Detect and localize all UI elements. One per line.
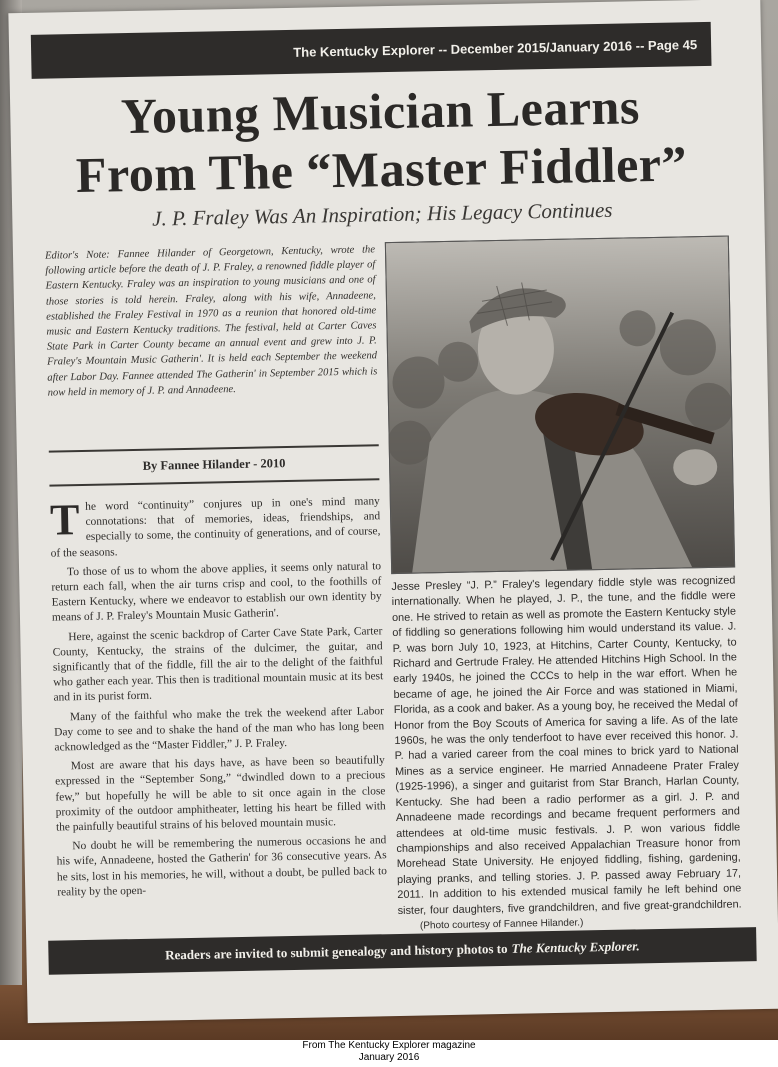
footer-publication: The Kentucky Explorer. — [511, 938, 640, 956]
body-paragraph-2: To those of us to whom the above applies, it seems only natural to return each fall, when the air turns crisp and cool, to the foothills of Eastern Kentucky, where we endeavor to establish our own identity by means of J. P. Fraley's Mountain Music Gatherin'. — [51, 560, 382, 625]
fiddler-photo — [385, 236, 735, 575]
article-body — [50, 494, 388, 904]
footer-bar — [48, 927, 757, 975]
footer-text: Readers are invited to submit genealogy and history photos to — [164, 940, 508, 963]
body-paragraph-1 — [50, 494, 381, 561]
editors-note: Editor's Note: Fannee Hilander of Georgetown, Kentucky, wrote the following article before the death of J. P. Fraley, a renowned fiddle player of Eastern Kentucky. Fraley was an inspiration to young musicians and one of those stories is told herein. Fraley, along with his wife, Annadeene, established the Fraley Festival in 1970 as a reunion that honored old-time music and Eastern Kentucky traditions. The festival, held at Carter Caves State Park in Carter County became an annual event and grew into J. P. Fraley's Mountain Music Gatherin'. It is held each September the weekend after Labor Day. Fannee attended The Gatherin' in September 2015 which is now held in memory of J. P. and Annadeene. — [44, 244, 378, 399]
photo-caption-text: Jesse Presley “J. P.” Fraley's legendary fiddle style was recognized internationally. When he played, J. P., the tune, and the fiddle were one. He strived to retain as well as promote the Eastern Kentucky style of fiddling so generations following him would understand its value. J. P. was born July 10, 1923, at Hitchins, Carter County, Kentucky, to Richard and Gertrude Fraley. He attended Hitchins High School. In the early 1940s, he joined the CCCs to help in the war effort. When he became of age, he joined the Air Force and was stationed in Miami, Florida, as a cook and baker. As a young boy, he received the Medal of Honor from the Boy Scouts of America for saving a life. As of the late 1960s, he was the only tenderfoot to have ever received this honor. J. P. had a varied career from the coal mines to brick yard to National Mines as a service engineer. He married Annadeene Prater Fraley (1925-1996), a singer and guitarist from Star Branch, Harlan County, Kentucky. She had been a radio performer as a girl. J. P. and Annadeene made recordings and became frequent performers and attendees at old-time music festivals. J. P. won various fiddle championships and also received Appalachian Treasure honor from Morehead State University. He enjoyed fiddling, fishing, gardening, playing pranks, and telling stories. J. P. passed away February 17, 2011. In addition to his extended musical family he left behind one sister, four daughters, five grandchildren, and five great-grandchildren. — [391, 574, 742, 917]
source-caption-line-1: From The Kentucky Explorer magazine — [302, 1040, 476, 1051]
body-paragraph-6: No doubt he will be remembering the numerous occasions he and his wife, Annadeene, hosted the Gatherin' for 36 consecutive years. As he sits, lost in his memories, he will, without a doubt, be pulled back to reality by the open- — [56, 834, 388, 899]
drop-cap: T — [49, 495, 80, 545]
headline-line-1: Young Musician Learns — [120, 78, 641, 145]
body-paragraph-4: Many of the faithful who make the trek the weekend after Labor Day come to see and to shake the hand of the man who has long been acknowledged as the “Master Fiddler,” J. P. Fraley. — [54, 704, 385, 754]
body-paragraph-1-text: he word “continuity” conjures up in one's mind many connotations: that of memories, ideas, friendships, and especially to some, the continuity of generations, and of course, of the seasons. — [50, 495, 381, 560]
fiddler-photo-illustration — [386, 237, 734, 574]
article-headline — [30, 75, 732, 204]
source-caption — [0, 1040, 778, 1064]
byline-rule-top — [49, 444, 379, 452]
headline-line-2: From The “Master Fiddler” — [75, 135, 688, 204]
magazine-page — [8, 0, 778, 1023]
running-head-bar — [31, 22, 712, 79]
body-paragraph-3: Here, against the scenic backdrop of Carter Cave State Park, Carter County, Kentucky, the strains of the dulcimer, the guitar, and significantly that of the fiddle, fill the air to the delight of the faithful who gather each year. This then is traditional mountain music at its best and in its purist form. — [52, 624, 384, 705]
article-subtitle: J. P. Fraley Was An Inspiration; His Legacy Continues — [151, 197, 613, 231]
byline-rule-bottom — [49, 478, 379, 486]
photo-credit: (Photo courtesy of Fannee Hilander.) — [419, 917, 584, 932]
running-head-text: The Kentucky Explorer -- December 2015/January 2016 -- Page 45 — [293, 36, 698, 60]
source-caption-line-2: January 2016 — [358, 1052, 420, 1063]
photo-caption — [391, 573, 742, 934]
byline: By Fannee Hilander - 2010 — [142, 456, 286, 473]
body-paragraph-5: Most are aware that his days have, as have been so beautifully expressed in the “September Song,” “dwindled down to a precious few,” but hopefully he will be able to sit once again in the close proximity of the outdoor amphitheater, letting his heart be filled with the painfully beautiful strains of his beloved mountain music. — [55, 754, 386, 834]
